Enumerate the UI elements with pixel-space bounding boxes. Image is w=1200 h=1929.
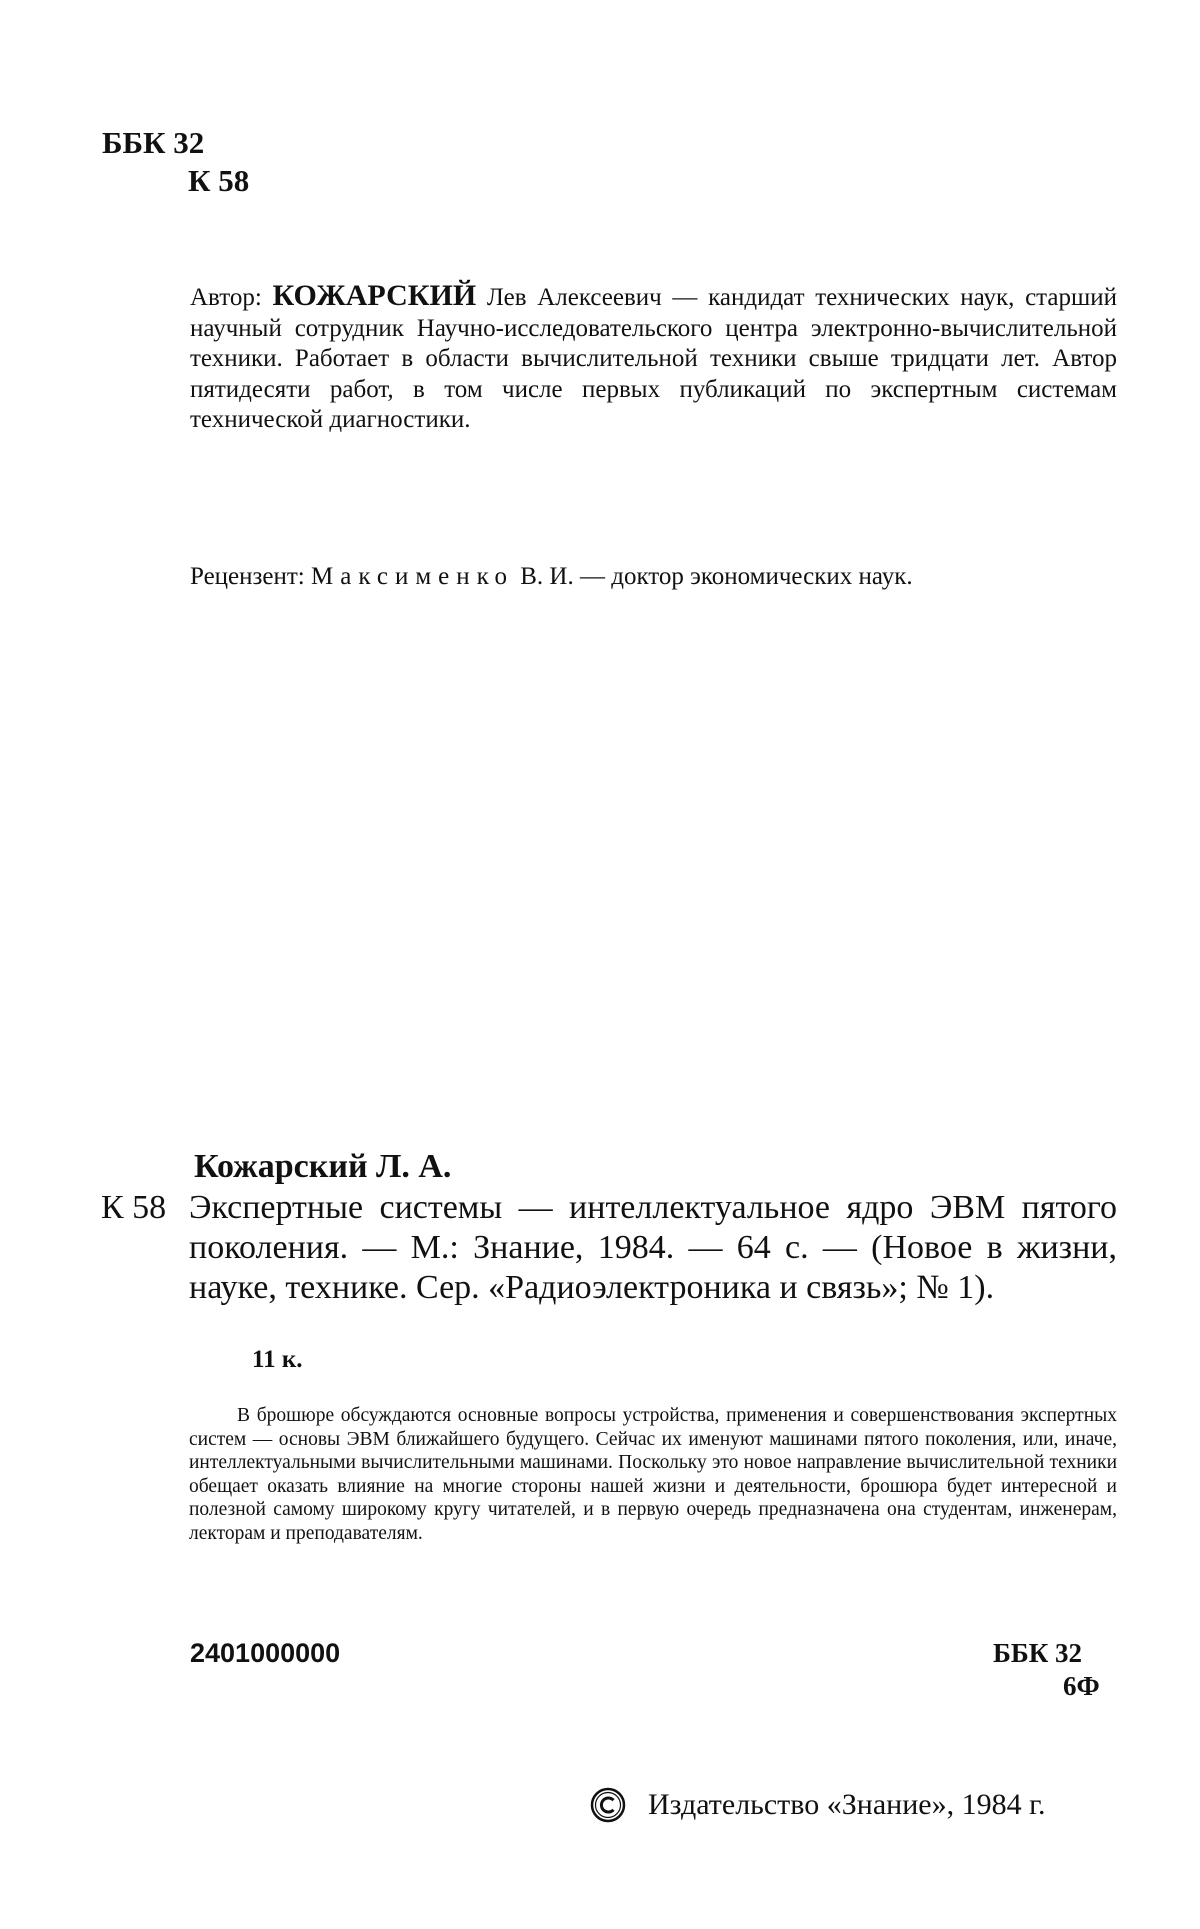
catalog-price: 11 к. [252,1346,303,1373]
abstract-paragraph: В брошюре обсуждаются основные вопросы устройства, применения и совершенствования экспертных систем — основы ЭВМ ближайшего будущего. Сейчас их именуют машинами пятого поколения, или, иначе, интеллектуальными вычислительными машинами. Поскольку это новое направление вычислительной техники обещает оказать влияние на многие стороны нашей жизни и деятельности, брошюра будет интересной и полезной самому широкому кругу читателей, и в первую очередь предназначена она студентам, инженерам, лекторам и преподавателям. [189,1405,1117,1544]
catalog-author: Кожарский Л. А. [194,1148,452,1185]
author-description: Лев Алексеевич — кандидат технических наук, старший научный сотрудник Научно-исследовательского центра электронно-вычислительной техники. Работает в области вычислительной техники свыше тридцати лет. Автор пятидесяти работ, в том числе первых публикаций по экспертным системам технической диагностики. [190,284,1117,433]
author-label: Автор: [190,284,262,311]
bbk-code: ББК 32 [102,125,205,160]
footer-bbk-sub: 6Ф [1063,1671,1100,1701]
catalog-index: К 58 [101,1189,167,1226]
publication-code: 2401000000 [190,1638,341,1668]
copyright-icon [590,1787,626,1823]
copyright-text: Издательство «Знание», 1984 г. [648,1788,1046,1821]
author-note [190,281,1117,436]
reviewer-surname: Максименко [311,563,514,590]
copyright-line [590,1787,1046,1823]
catalog-description: Экспертные системы — интеллектуальное ядро ЭВМ пятого поколения. — М.: Знание, 1984. — 64 с. — (Новое в жизни, науке, технике. Сер. «Радиоэлектроника и связь»; № 1). [189,1189,1117,1306]
reviewer-label: Рецензент: [190,563,305,590]
reviewer-description: В. И. — доктор экономических наук. [520,563,913,590]
footer-bbk-code: ББК 32 [993,1638,1083,1668]
reviewer-note [190,562,1117,593]
author-mark: К 58 [188,163,250,198]
author-surname: КОЖАРСКИЙ [272,279,477,312]
